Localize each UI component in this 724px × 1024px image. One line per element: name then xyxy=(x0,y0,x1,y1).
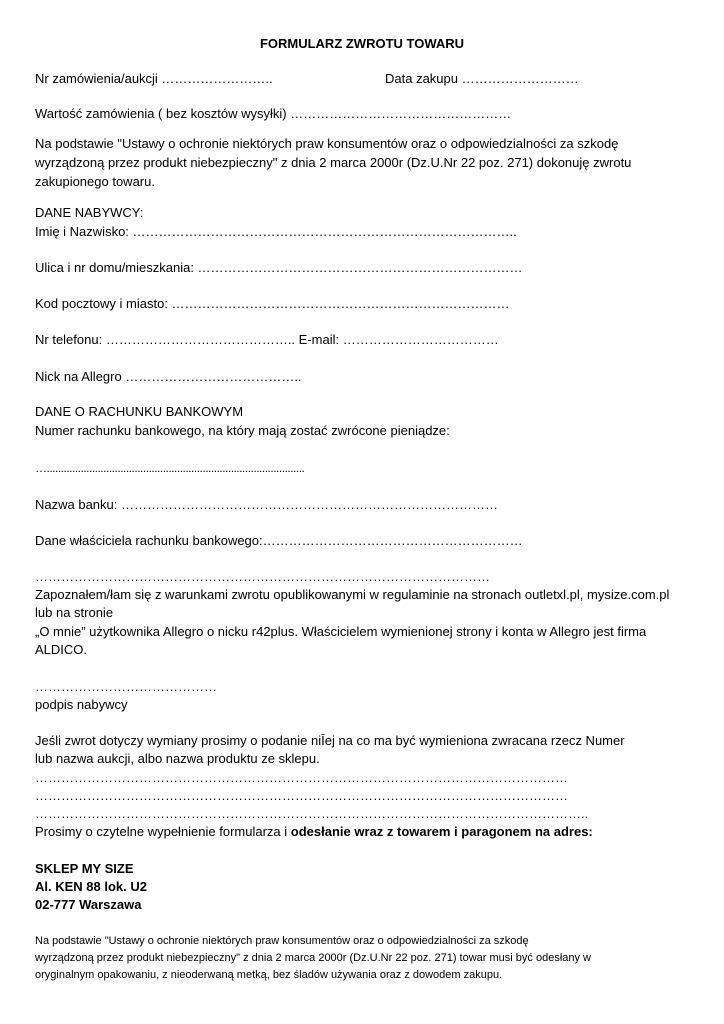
send-request xyxy=(35,824,593,840)
bank-account-dots: …........................................................................................... xyxy=(35,461,305,475)
exchange-dots-line-3: ……………………………………………………………………………………………………………….. xyxy=(35,806,589,821)
send-request-bold: odesłanie wraz z towarem i paragonem na adres: xyxy=(290,824,593,839)
legal-intro-line-3: zakupionego towaru. xyxy=(35,174,155,189)
exchange-dots-line-2: …………………………………………………………………………………………………………… xyxy=(35,788,568,803)
exchange-text-line-2: lub nazwa aukcji, albo nazwa produktu ze sklepu. xyxy=(35,751,320,766)
street-field: Ulica i nr domu/mieszkania: ………………………………………………………………… xyxy=(35,260,523,275)
exchange-text-line-1: Jeśli zwrot dotyczy wymiany prosimy o podanie niĪej na co ma być wymieniona zwracana rzecz Numer xyxy=(35,733,625,748)
bank-name-field: Nazwa banku: …………………………………………………………………………… xyxy=(35,497,498,512)
purchase-date-field: Data zakupu ……………………… xyxy=(385,71,579,86)
footer-note-line-1: Na podstawie "Ustawy o ochronie niektórych praw konsumentów oraz o odpowiedzialności za szkodę xyxy=(35,935,529,947)
exchange-dots-line-1: …………………………………………………………………………………………………………… xyxy=(35,770,568,785)
acknowledgement-line-1: Zapoznałem/łam się z warunkami zwrotu opublikowanymi w regulaminie na stronach outletxl.pl, mysize.com.pl xyxy=(35,587,670,602)
order-value-field: Wartość zamówienia ( bez kosztów wysyłki) …………………………………………… xyxy=(35,106,512,121)
bank-account-label: Numer rachunku bankowego, na który mają zostać zwrócone pieniądze: xyxy=(35,423,450,438)
account-owner-dots: …………………………………………………………………………………………… xyxy=(35,569,490,584)
address-shop-name: SKLEP MY SIZE xyxy=(35,861,134,876)
signature-dots: …………………………………… xyxy=(35,679,217,694)
legal-intro-line-2: wyrządzoną przez produkt niebezpieczny" z dnia 2 marca 2000r (Dz.U.Nr 22 poz. 271) dokonuję zwrotu xyxy=(35,155,632,170)
bank-section-heading: DANE O RACHUNKU BANKOWYM xyxy=(35,404,244,419)
allegro-nick-field: Nick na Allegro ………………………………….. xyxy=(35,369,302,384)
signature-label: podpis nabywcy xyxy=(35,697,128,712)
acknowledgement-line-3: „O mnie” użytkownika Allegro o nicku r42plus. Właścicielem wymienionej strony i konta w Allegro jest firma xyxy=(35,624,647,639)
form-title: FORMULARZ ZWROTU TOWARU xyxy=(259,36,465,51)
postal-city-field: Kod pocztowy i miasto: …………………………………………………………………… xyxy=(35,296,510,311)
buyer-section-heading: DANE NABYWCY: xyxy=(35,205,144,220)
acknowledgement-line-4: ALDICO. xyxy=(35,642,88,657)
legal-intro-line-1: Na podstawie "Ustawy o ochronie niektórych praw konsumentów oraz o odpowiedzialności za szkodę xyxy=(35,136,619,151)
phone-email-field: Nr telefonu: …………………………………….. E-mail: ……………………………… xyxy=(35,332,499,347)
footer-note-line-2: wyrządzoną przez produkt niebezpieczny" z dnia 2 marca 2000r (Dz.U.Nr 22 poz. 271) towar musi być odesłany w xyxy=(35,952,591,964)
address-city: 02-777 Warszawa xyxy=(35,897,142,912)
address-street: Al. KEN 88 lok. U2 xyxy=(35,879,147,894)
account-owner-field: Dane właściciela rachunku bankowego:…………………………………………………… xyxy=(35,533,523,548)
acknowledgement-line-2: lub na stronie xyxy=(35,605,114,620)
name-field: Imię i Nazwisko: …………………………………………………………………………….. xyxy=(35,224,517,239)
order-number-field: Nr zamówienia/aukcji …………………….. xyxy=(35,71,273,86)
send-request-plain: Prosimy o czytelne wypełnienie formularza i xyxy=(35,824,291,839)
footer-note-line-3: oryginalnym opakowaniu, z nieoderwaną metką, bez śladów używania oraz z dowodem zakupu. xyxy=(35,969,503,981)
